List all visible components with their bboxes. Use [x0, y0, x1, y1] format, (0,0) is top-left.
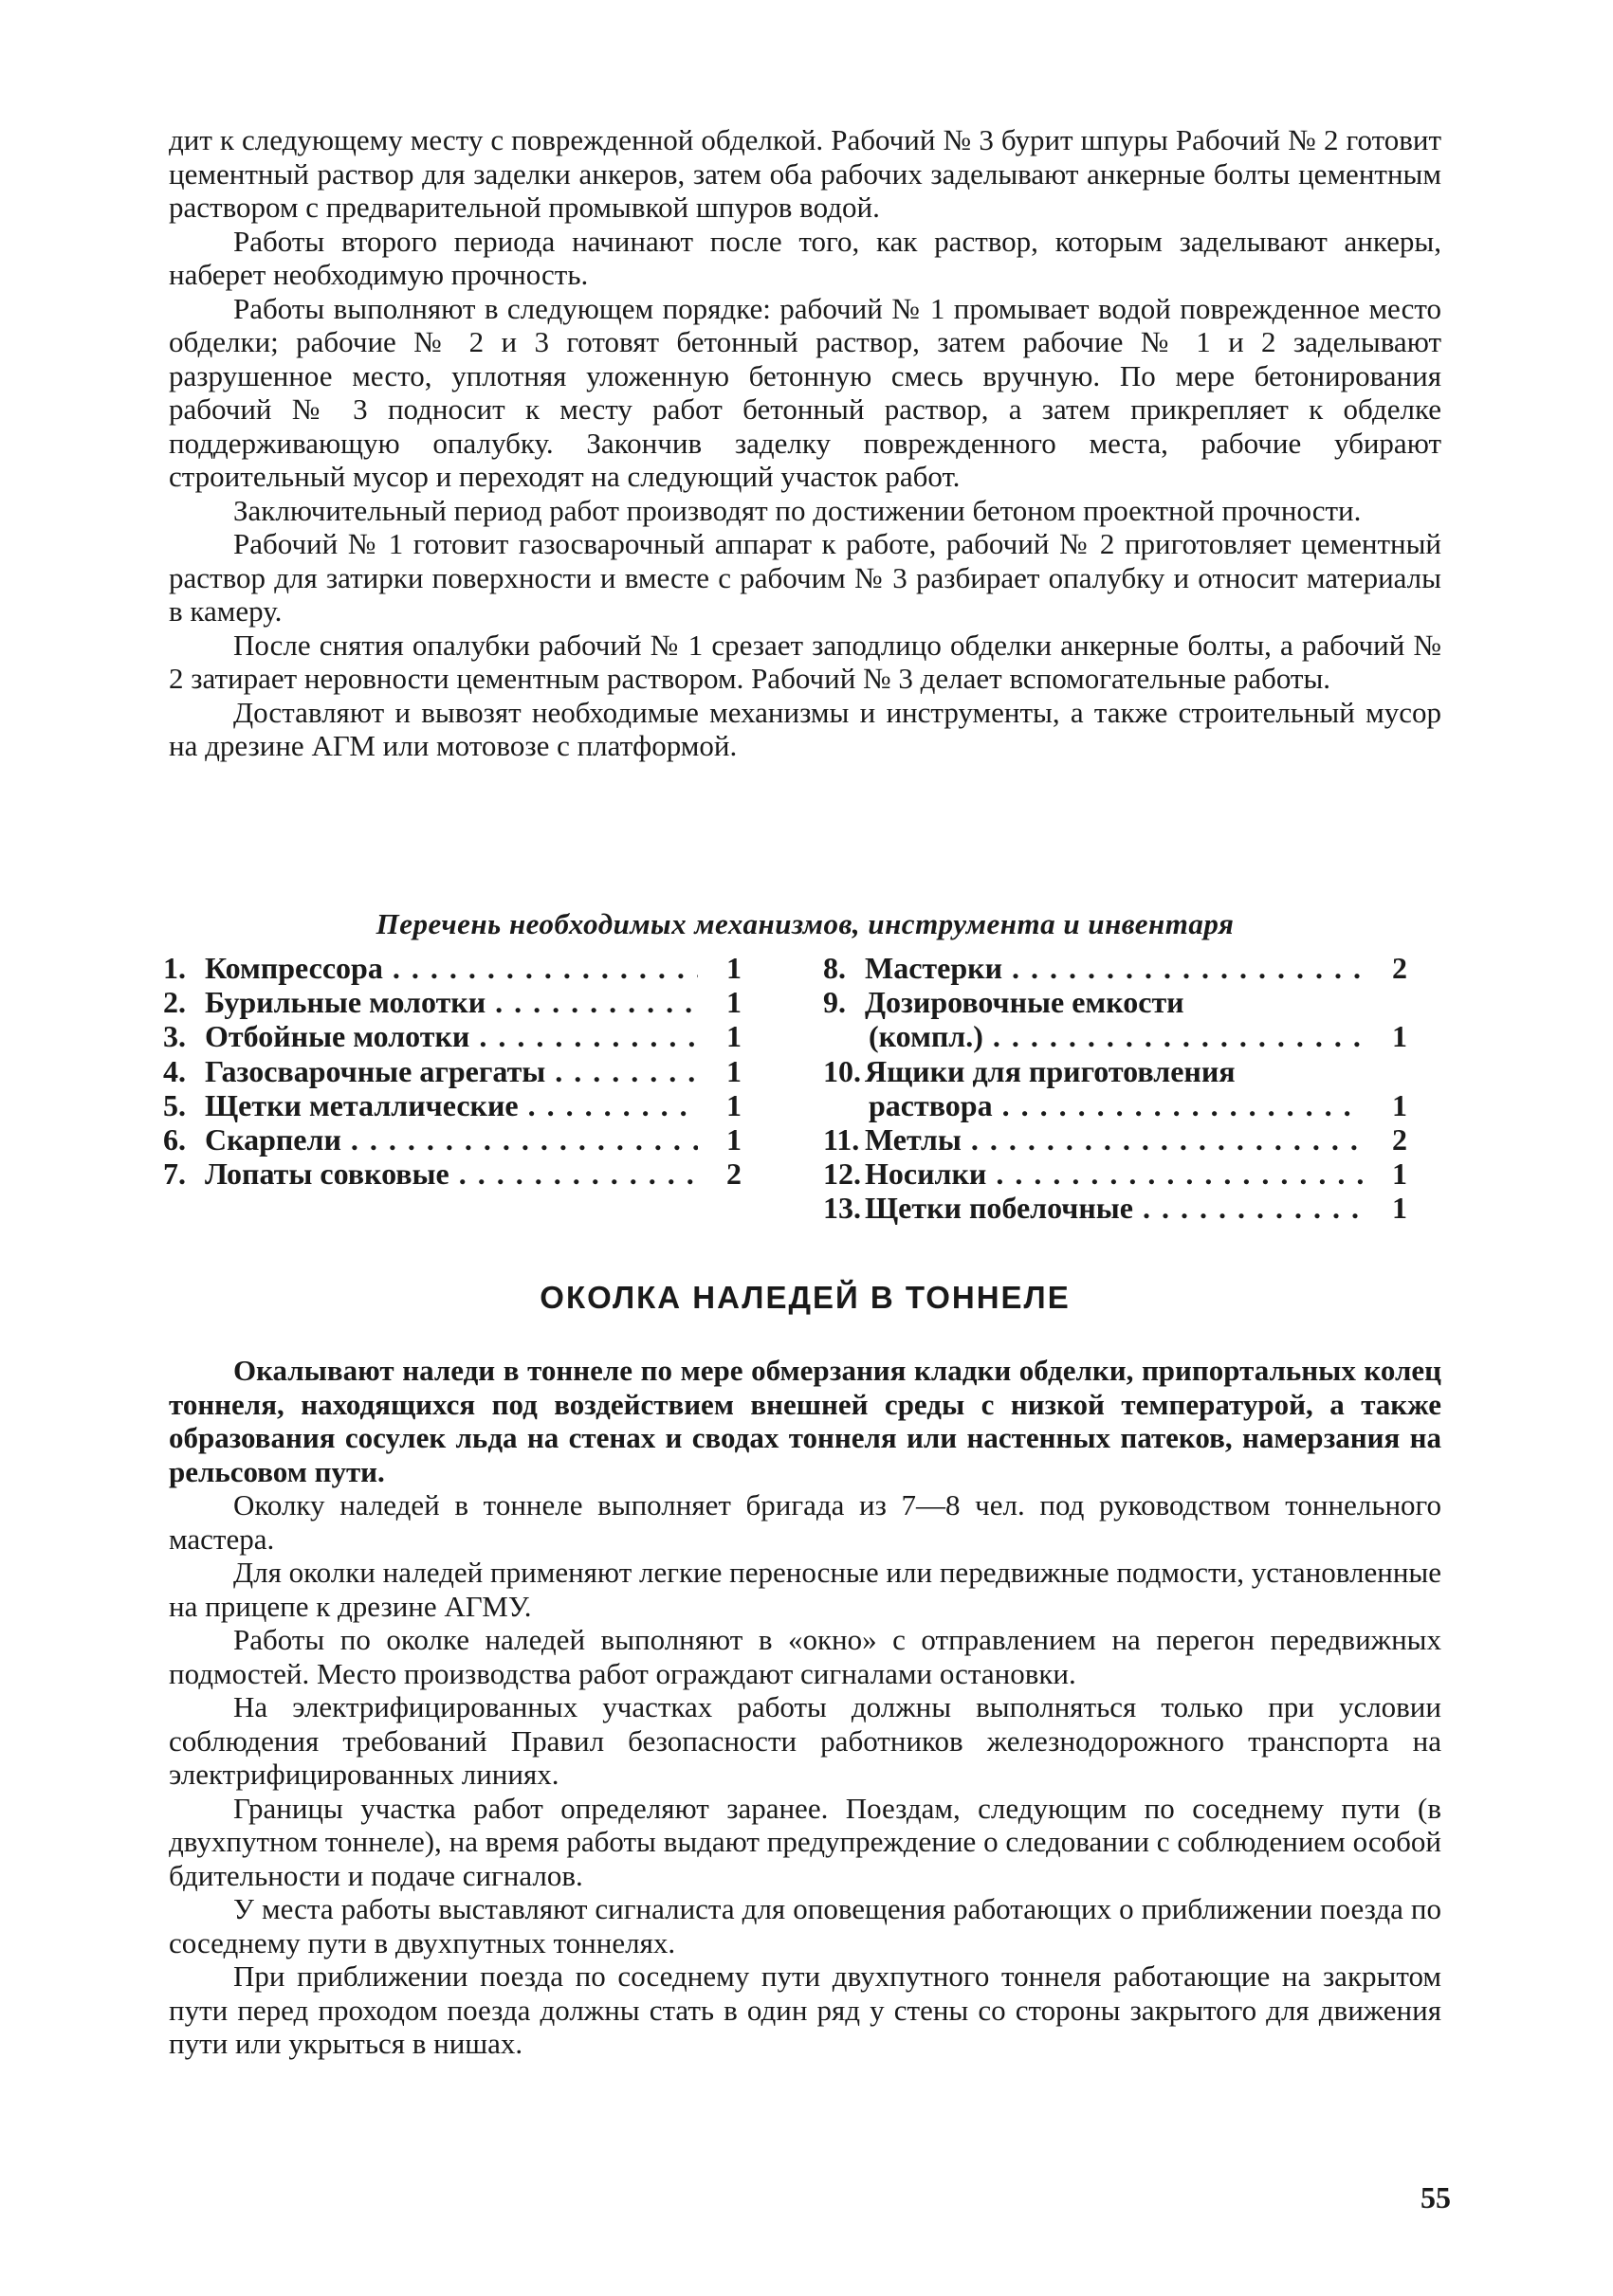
- paragraph: После снятия опалубки рабочий № 1 срезает заподлицо обделки анкерные болты, а рабочий № 2 затирает неровности цементным раствором. Рабочий № 3 делает вспомогательные работы.: [169, 628, 1441, 695]
- section-title: ОКОЛКА НАЛЕДЕЙ В ТОННЕЛЕ: [540, 1280, 1071, 1315]
- item-name: Метлы . . .: [865, 1122, 1364, 1157]
- paragraph: Для околки наледей применяют легкие переносные или передвижные подмости, установленные на прицепе к дрезине АГМУ.: [169, 1556, 1441, 1623]
- list-item: [163, 1122, 742, 1157]
- item-number: 6.: [163, 1122, 186, 1157]
- paragraph: При приближении поезда по соседнему пути двухпутного тоннеля работающие на закрытом пути перед проходом поезда должны стать в один ряд у стены со стороны закрытого для движения пути или укрыться в нишах.: [169, 1959, 1441, 2060]
- item-quantity: 1: [726, 1087, 742, 1122]
- paragraph: Окалывают наледи в тоннеле по мере обмерзания кладки обделки, припортальных колец тоннеля, находящихся под воздействием внешней среды с низкой температурой, а также образования сосулек льда на стенах и сводах тоннеля или настенных патеков, намерзания на рельсовом пути.: [169, 1354, 1441, 1488]
- body-text-top: [169, 123, 1441, 763]
- list-item: [163, 1157, 742, 1191]
- list-item: [163, 1019, 742, 1053]
- paragraph: Работы выполняют в следующем порядке: рабочий № 1 промывает водой поврежденное место обделки; рабочие № 2 и 3 готовят бетонный раствор, затем рабочие № 1 и 2 заделывают разрушенное место, уплотняя уложенную бетонную смесь вручную. По мере бетонирования рабочий № 3 подносит к месту работ бетонный раствор, а затем прикрепляет к обделке поддерживающую опалубку. Закончив заделку поврежденного места, рабочие убирают строительный мусор и переходят на следующий участок работ.: [169, 291, 1441, 493]
- item-quantity: 1: [726, 1122, 742, 1157]
- item-number: 2.: [163, 985, 186, 1020]
- list-item-continuation: [823, 1088, 1407, 1122]
- item-name: Лопаты совковые . . .: [205, 1157, 698, 1191]
- item-quantity: 1: [726, 1053, 742, 1088]
- item-name: Носилки . . .: [865, 1157, 1364, 1191]
- paragraph: Доставляют и вывозят необходимые механизмы и инструменты, а также строительный мусор на дрезине АГМ или мотовозе с платформой.: [169, 695, 1441, 762]
- item-name: Ящики для приготовления: [865, 1053, 1236, 1088]
- paragraph: На электрифицированных участках работы должны выполняться только при условии соблюдения требований Правил безопасности работников железнодорожного транспорта на электрифицированных линиях.: [169, 1690, 1441, 1791]
- item-quantity: 2: [1392, 1122, 1407, 1157]
- paragraph: Работы по околке наледей выполняют в «окно» с отправлением на перегон передвижных подмостей. Место производства работ ограждают сигналами остановки.: [169, 1623, 1441, 1690]
- item-number: 9.: [823, 985, 846, 1020]
- paragraph: Границы участка работ определяют заранее. Поездам, следующим по соседнему пути (в двухпутном тоннеле), на время работы выдают предупреждение о следовании с соблюдением особой бдительности и подаче сигналов.: [169, 1791, 1441, 1892]
- list-item: [823, 1054, 1407, 1088]
- item-name: Щетки металлические . . .: [205, 1088, 698, 1122]
- item-quantity: 2: [1392, 951, 1407, 985]
- page-number: 55: [1421, 2180, 1451, 2214]
- equipment-list-caption: Перечень необходимых механизмов, инструмента и инвентаря: [376, 907, 1235, 940]
- item-number: 3.: [163, 1019, 186, 1054]
- item-quantity: 1: [726, 951, 742, 985]
- item-number: 11.: [823, 1122, 860, 1157]
- item-number: 12.: [823, 1157, 861, 1192]
- item-name: Газосварочные агрегаты . . .: [205, 1054, 698, 1088]
- item-number: 7.: [163, 1157, 186, 1192]
- equipment-list-left: [163, 951, 742, 1191]
- list-item: [163, 1088, 742, 1122]
- item-quantity: 1: [1392, 1191, 1407, 1226]
- item-name: Дозировочные емкости: [865, 985, 1184, 1020]
- item-name: Скарпели . . .: [205, 1122, 698, 1157]
- paragraph: дит к следующему месту с поврежденной обделкой. Рабочий № 3 бурит шпуры Рабочий № 2 готовит цементный раствор для заделки анкеров, затем оба рабочих заделывают анкерные болты цементным раствором с предварительной промывкой шпуров водой.: [169, 123, 1441, 224]
- list-item: [163, 951, 742, 985]
- paragraph: Работы второго периода начинают после того, как раствор, которым заделывают анкеры, наберет необходимую прочность.: [169, 224, 1441, 291]
- paragraph: Рабочий № 1 готовит газосварочный аппарат к работе, рабочий № 2 приготовляет цементный раствор для затирки поверхности и вместе с рабочим № 3 разбирает опалубку и относит материалы в камеру.: [169, 527, 1441, 628]
- list-item: [163, 1054, 742, 1088]
- list-item: [163, 985, 742, 1019]
- list-item: [823, 1122, 1407, 1157]
- item-number: 8.: [823, 951, 846, 985]
- item-name: Мастерки . . .: [865, 951, 1364, 985]
- list-item-continuation: [823, 1019, 1407, 1053]
- list-item: [823, 985, 1407, 1019]
- item-quantity: 2: [726, 1157, 742, 1192]
- item-number: 5.: [163, 1087, 186, 1122]
- paragraph: У места работы выставляют сигналиста для оповещения работающих о приближении поезда по соседнему пути в двухпутных тоннелях.: [169, 1892, 1441, 1959]
- equipment-list-right: [823, 951, 1407, 1226]
- item-name-continuation: раствора . . .: [869, 1088, 1364, 1122]
- item-quantity: 1: [726, 1019, 742, 1054]
- list-item: [823, 1157, 1407, 1191]
- item-quantity: 1: [726, 985, 742, 1020]
- paragraph: Околку наледей в тоннеле выполняет бригада из 7—8 чел. под руководством тоннельного мастера.: [169, 1488, 1441, 1556]
- item-quantity: 1: [1392, 1019, 1407, 1054]
- paragraph: Заключительный период работ производят по достижении бетоном проектной прочности.: [233, 493, 1362, 527]
- item-name: Компрессора . . .: [205, 951, 698, 985]
- item-name-continuation: (компл.) . . .: [869, 1019, 1364, 1053]
- item-name: Щетки побелочные . . .: [865, 1191, 1364, 1225]
- list-item: [823, 951, 1407, 985]
- item-quantity: 1: [1392, 1157, 1407, 1192]
- item-number: 1.: [163, 951, 186, 985]
- item-quantity: 1: [1392, 1087, 1407, 1122]
- item-name: Отбойные молотки . . .: [205, 1019, 698, 1053]
- body-text-section: [169, 1354, 1441, 2061]
- list-item: [823, 1191, 1407, 1225]
- item-number: 13.: [823, 1191, 861, 1226]
- item-number: 10.: [823, 1053, 861, 1088]
- item-name: Бурильные молотки . . .: [205, 985, 698, 1019]
- item-number: 4.: [163, 1053, 186, 1088]
